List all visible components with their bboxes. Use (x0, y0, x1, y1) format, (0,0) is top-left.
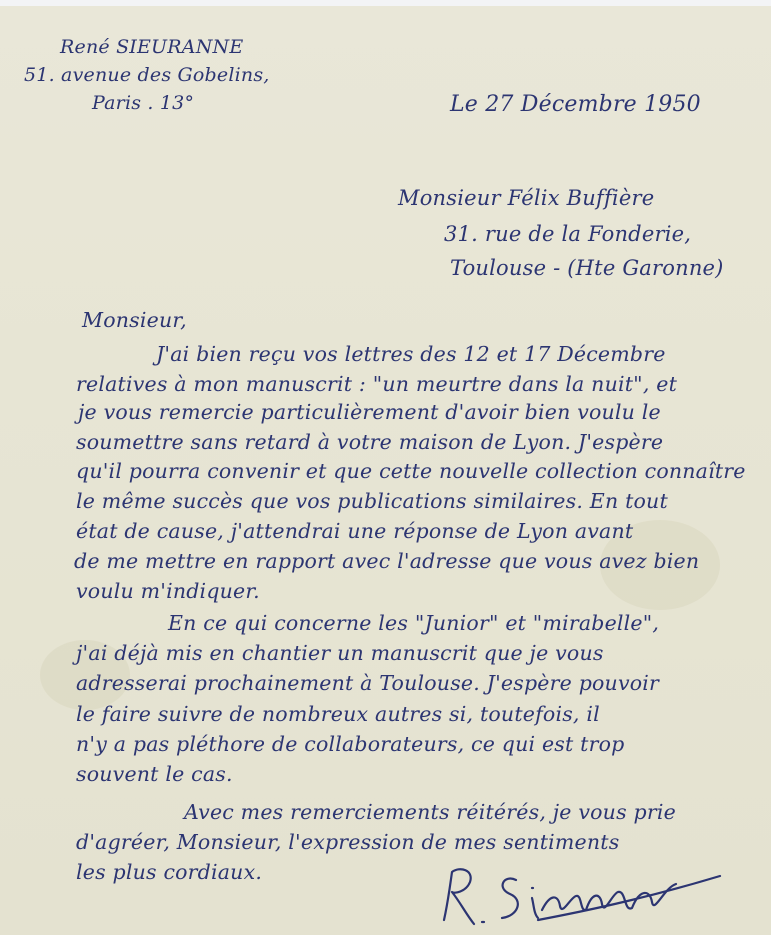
addressee-street: 31. rue de la Fonderie, (444, 222, 692, 246)
sender-city: Paris . 13° (92, 92, 195, 114)
signature (430, 858, 730, 934)
sender-street: 51. avenue des Gobelins, (24, 64, 270, 86)
body-line: de me mettre en rapport avec l'adresse que vous avez bien (74, 549, 700, 573)
body-line: les plus cordiaux. (76, 860, 263, 884)
body-line: le faire suivre de nombreux autres si, toutefois, il (76, 702, 600, 726)
body-line: voulu m'indiquer. (76, 579, 260, 603)
body-line: d'agréer, Monsieur, l'expression de mes sentiments (76, 830, 620, 854)
salutation: Monsieur, (82, 308, 187, 332)
body-line: le même succès que vos publications similaires. En tout (76, 489, 668, 513)
body-line: n'y a pas pléthore de collaborateurs, ce qui est trop (76, 732, 625, 756)
body-line: J'ai bien reçu vos lettres des 12 et 17 Décembre (156, 342, 666, 366)
body-line: relatives à mon manuscrit : "un meurtre dans la nuit", et (76, 372, 678, 396)
body-line: je vous remercie particulièrement d'avoir bien voulu le (78, 400, 661, 424)
body-line: qu'il pourra convenir et que cette nouvelle collection connaître (76, 459, 746, 483)
body-line: En ce qui concerne les "Junior" et "mirabelle", (168, 611, 660, 635)
addressee-name: Monsieur Félix Buffière (398, 186, 655, 210)
body-line: souvent le cas. (76, 762, 233, 786)
body-line: soumettre sans retard à votre maison de Lyon. J'espère (76, 430, 664, 454)
addressee-city: Toulouse - (Hte Garonne) (450, 256, 724, 280)
body-line: état de cause, j'attendrai une réponse de Lyon avant (76, 519, 634, 543)
body-line: j'ai déjà mis en chantier un manuscrit que je vous (76, 641, 604, 665)
sender-name: René SIEURANNE (60, 36, 244, 58)
page-top-edge (0, 0, 771, 6)
body-line: Avec mes remerciements réitérés, je vous prie (184, 800, 676, 824)
letter-date: Le 27 Décembre 1950 (450, 92, 701, 117)
body-line: adresserai prochainement à Toulouse. J'espère pouvoir (76, 671, 660, 695)
signature-scribble (430, 858, 730, 934)
